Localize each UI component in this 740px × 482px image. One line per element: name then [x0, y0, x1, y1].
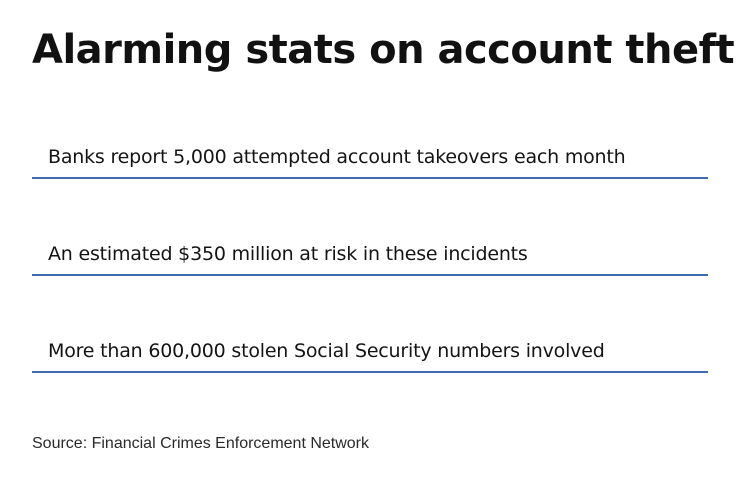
stat-item-account-takeovers — [32, 137, 708, 179]
stat-text: Banks report 5,000 attempted account takeovers each month — [48, 146, 626, 168]
stat-text: An estimated $350 million at risk in these incidents — [48, 243, 528, 265]
page-title: Alarming stats on account theft — [32, 27, 735, 73]
source-note: Source: Financial Crimes Enforcement Network — [32, 435, 370, 452]
stat-item-money-at-risk — [32, 234, 708, 276]
stat-item-stolen-ssns — [32, 331, 708, 373]
stat-text: More than 600,000 stolen Social Security numbers involved — [48, 340, 605, 362]
